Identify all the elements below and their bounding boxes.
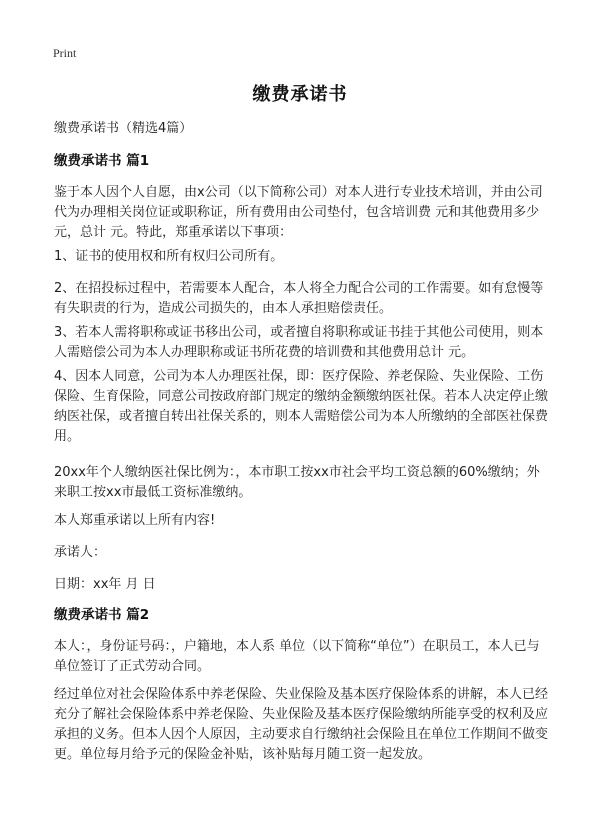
paragraph: 20xx年个人缴纳医社保比例为：，本市职工按xx市社会平均工资总额的60%缴纳；外来职工按xx市最低工资标准缴纳。	[54, 465, 540, 500]
paragraph: 本人郑重承诺以上所有内容!	[54, 513, 216, 528]
document-subtitle: 缴费承诺书（精选4篇）	[54, 121, 193, 136]
paragraph: 2、在招投标过程中，若需要本人配合，本人将全力配合公司的工作需要。如有怠慢等有失职责的行为，造成公司损失的，由本人承担赔偿责任。	[54, 281, 544, 316]
paragraph: 经过单位对社会保险体系中养老保险、失业保险及基本医疗保险体系的讲解，本人已经充分了解社会保险体系中养老保险、失业保险及基本医疗保险缴纳所能享受的权利及应承担的义务。但本人因个人原因，主动要求自行缴纳社会保险且在单位工作期间不做变更。单位每月给予元的保险金补贴，该补贴每月随工资一起发放。	[54, 687, 549, 762]
date-line: 日期：xx年 月 日	[54, 577, 156, 592]
section-heading-2: 缴费承诺书 篇2	[54, 607, 150, 623]
print-label: Print	[53, 46, 77, 60]
signatory-line: 承诺人：	[54, 545, 107, 560]
paragraph: 1、证书的使用权和所有权归公司所有。	[54, 249, 284, 264]
paragraph: 本人：，身份证号码：，户籍地，本人系 单位（以下简称“单位”）在职员工，本人已与单位签订了正式劳动合同。	[54, 639, 540, 674]
paragraph: 鉴于本人因个人自愿，由x公司（以下简称公司）对本人进行专业技术培训，并由公司代为办理相关岗位证或职称证，所有费用由公司垫付，包含培训费 元和其他费用多少 元，总计 元。特此，郑重承诺以下事项：	[54, 185, 543, 240]
paragraph: 4、因本人同意，公司为本人办理医社保，即：医疗保险、养老保险、失业保险、工伤保险、生育保险，同意公司按政府部门规定的缴纳金额缴纳医社保。若本人决定停止缴纳医社保，或者擅自转出社保关系的，则本人需赔偿公司为本人所缴纳的全部医社保费用。	[54, 369, 549, 444]
document-title: 缴费承诺书	[252, 84, 348, 105]
paragraph: 3、若本人需将职称或证书移出公司，或者擅自将职称或证书挂于其他公司使用，则本人需赔偿公司为本人办理职称或证书所花费的培训费和其他费用总计 元。	[54, 325, 544, 360]
section-heading-1: 缴费承诺书 篇1	[54, 153, 150, 169]
